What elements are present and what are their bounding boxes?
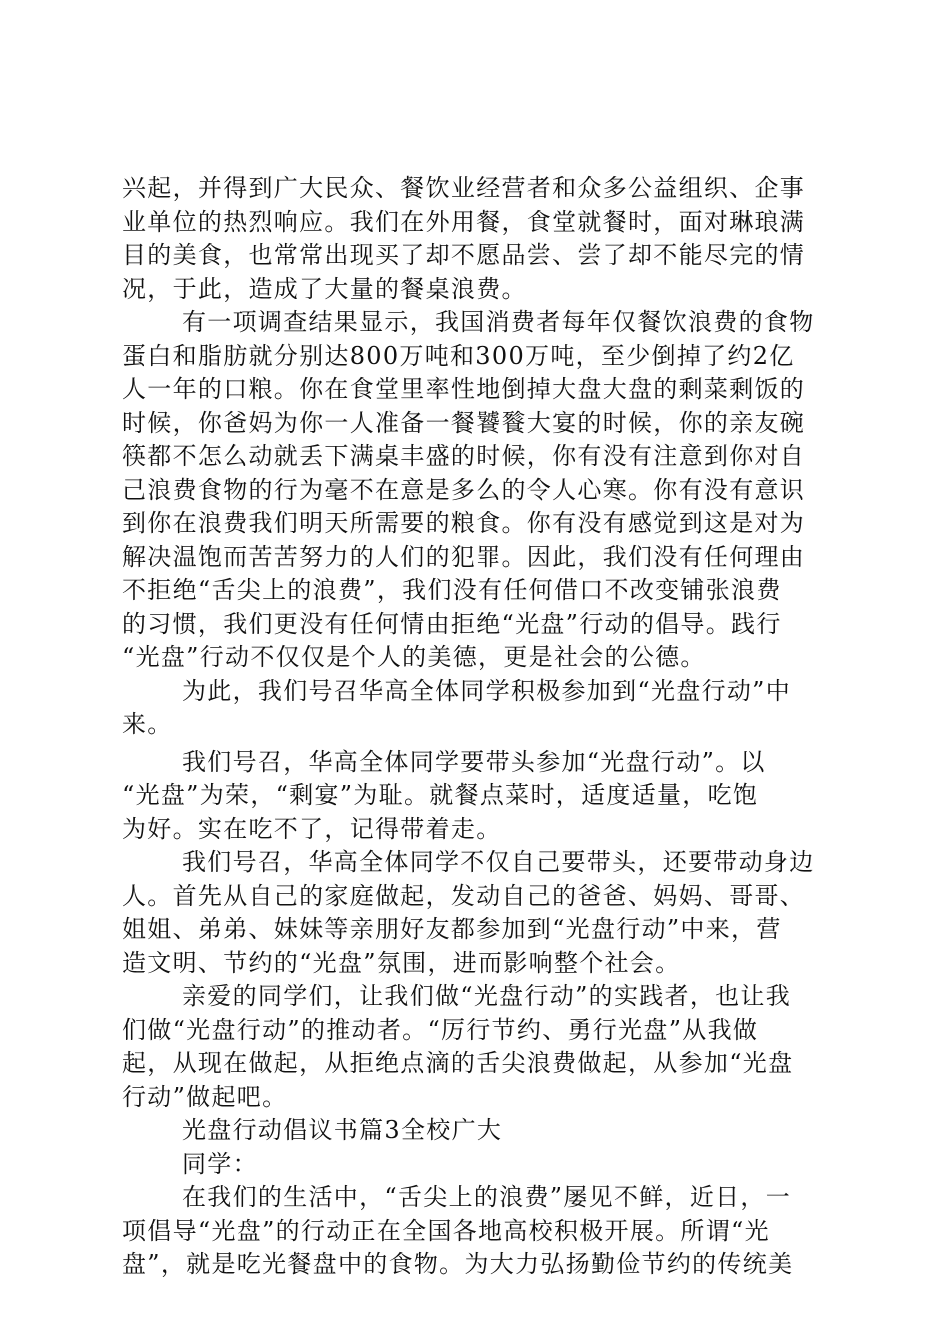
text-line: 人一年的口粮。你在食堂里率性地倒掉大盘大盘的剩菜剩饭的 [122, 375, 806, 403]
text-line: 不拒绝“舌尖上的浪费”，我们没有任何借口不改变铺张浪费 [122, 576, 782, 604]
text-line: 为好。实在吃不了，记得带着走。 [122, 814, 502, 843]
text-line: 兴起，并得到广大民众、餐饮业经营者和众多公益组织、企事 [122, 174, 806, 202]
paragraph-7 [122, 1181, 834, 1282]
text-line: 为此，我们号召华高全体同学积极参加到“光盘行动”中 [182, 676, 792, 705]
text-line: 己浪费食物的行为毫不在意是多么的令人心寒。你有没有意识 [122, 475, 806, 504]
text-line: 同学： [182, 1149, 258, 1178]
text-line: 项倡导“光盘”的行动正在全国各地高校积极开展。所谓“光 [122, 1216, 770, 1245]
text-line: 造文明、节约的“光盘”氛围，进而影响整个社会。 [122, 948, 681, 977]
paragraph-3 [122, 675, 834, 742]
text-line: 盘”，就是吃光餐盘中的食物。为大力弘扬勤俭节约的传统美 [122, 1250, 794, 1278]
text-line: 姐姐、弟弟、妹妹等亲朋好友都参加到“光盘行动”中来，营 [122, 915, 782, 943]
salutation [122, 1148, 834, 1182]
text-line: 时候，你爸妈为你一人准备一餐饕餮大宴的时候，你的亲友碗 [122, 408, 806, 437]
text-line: 行动”做起吧。 [122, 1082, 288, 1111]
text-line: 解决温饱而苦苦努力的人们的犯罪。因此，我们没有任何理由 [122, 542, 806, 571]
text-line: 业单位的热烈响应。我们在外用餐，食堂就餐时，面对琳琅满 [122, 207, 806, 236]
text-line: 况，于此，造成了大量的餐桌浪费。 [122, 274, 527, 303]
text-line: 在我们的生活中，“舌尖上的浪费”屡见不鲜，近日，一 [182, 1183, 792, 1211]
text-line: 有一项调查结果显示，我国消费者每年仅餐饮浪费的食物 [182, 308, 815, 336]
text-line: 起，从现在做起，从拒绝点滴的舌尖浪费做起，从参加“光盘 [122, 1049, 794, 1077]
text-line: “光盘”行动不仅仅是个人的美德，更是社会的公德。 [122, 643, 706, 671]
text-line: 们做“光盘行动”的推动者。“厉行节约、勇行光盘”从我做 [122, 1015, 759, 1044]
text-line: 来。 [122, 710, 173, 738]
paragraph-5 [122, 846, 834, 980]
text-line: 到你在浪费我们明天所需要的粮食。你有没有感觉到这是对为 [122, 509, 806, 537]
text-line: 筷都不怎么动就丢下满桌丰盛的时候，你有没有注意到你对自 [122, 442, 806, 470]
text-line: 蛋白和脂肪就分别达800万吨和300万吨，至少倒掉了约2亿 [122, 341, 795, 370]
text-line: 亲爱的同学们，让我们做“光盘行动”的实践者，也让我 [182, 982, 792, 1010]
paragraph-2 [122, 306, 834, 675]
paragraph-6 [122, 980, 834, 1114]
text-line: 的习惯，我们更没有任何情由拒绝“光盘”行动的倡导。践行 [122, 609, 782, 638]
text-line: 我们号召，华高全体同学不仅自己要带头，还要带动身边 [182, 848, 815, 876]
text-line: 目的美食，也常常出现买了却不愿品尝、尝了却不能尽完的情 [122, 241, 806, 269]
text-line: 人。首先从自己的家庭做起，发动自己的爸爸、妈妈、哥哥、 [122, 881, 806, 910]
paragraph-4 [122, 746, 834, 847]
text-line: 我们号召，华高全体同学要带头参加“光盘行动”。以 [182, 747, 766, 776]
section-heading [122, 1114, 834, 1148]
paragraph-1 [122, 172, 834, 306]
document-body [122, 172, 834, 1282]
text-line: “光盘”为荣，“剩宴”为耻。就餐点菜时，适度适量，吃饱 [122, 781, 759, 809]
text-line: 光盘行动倡议书篇3全校广大 [182, 1116, 503, 1144]
